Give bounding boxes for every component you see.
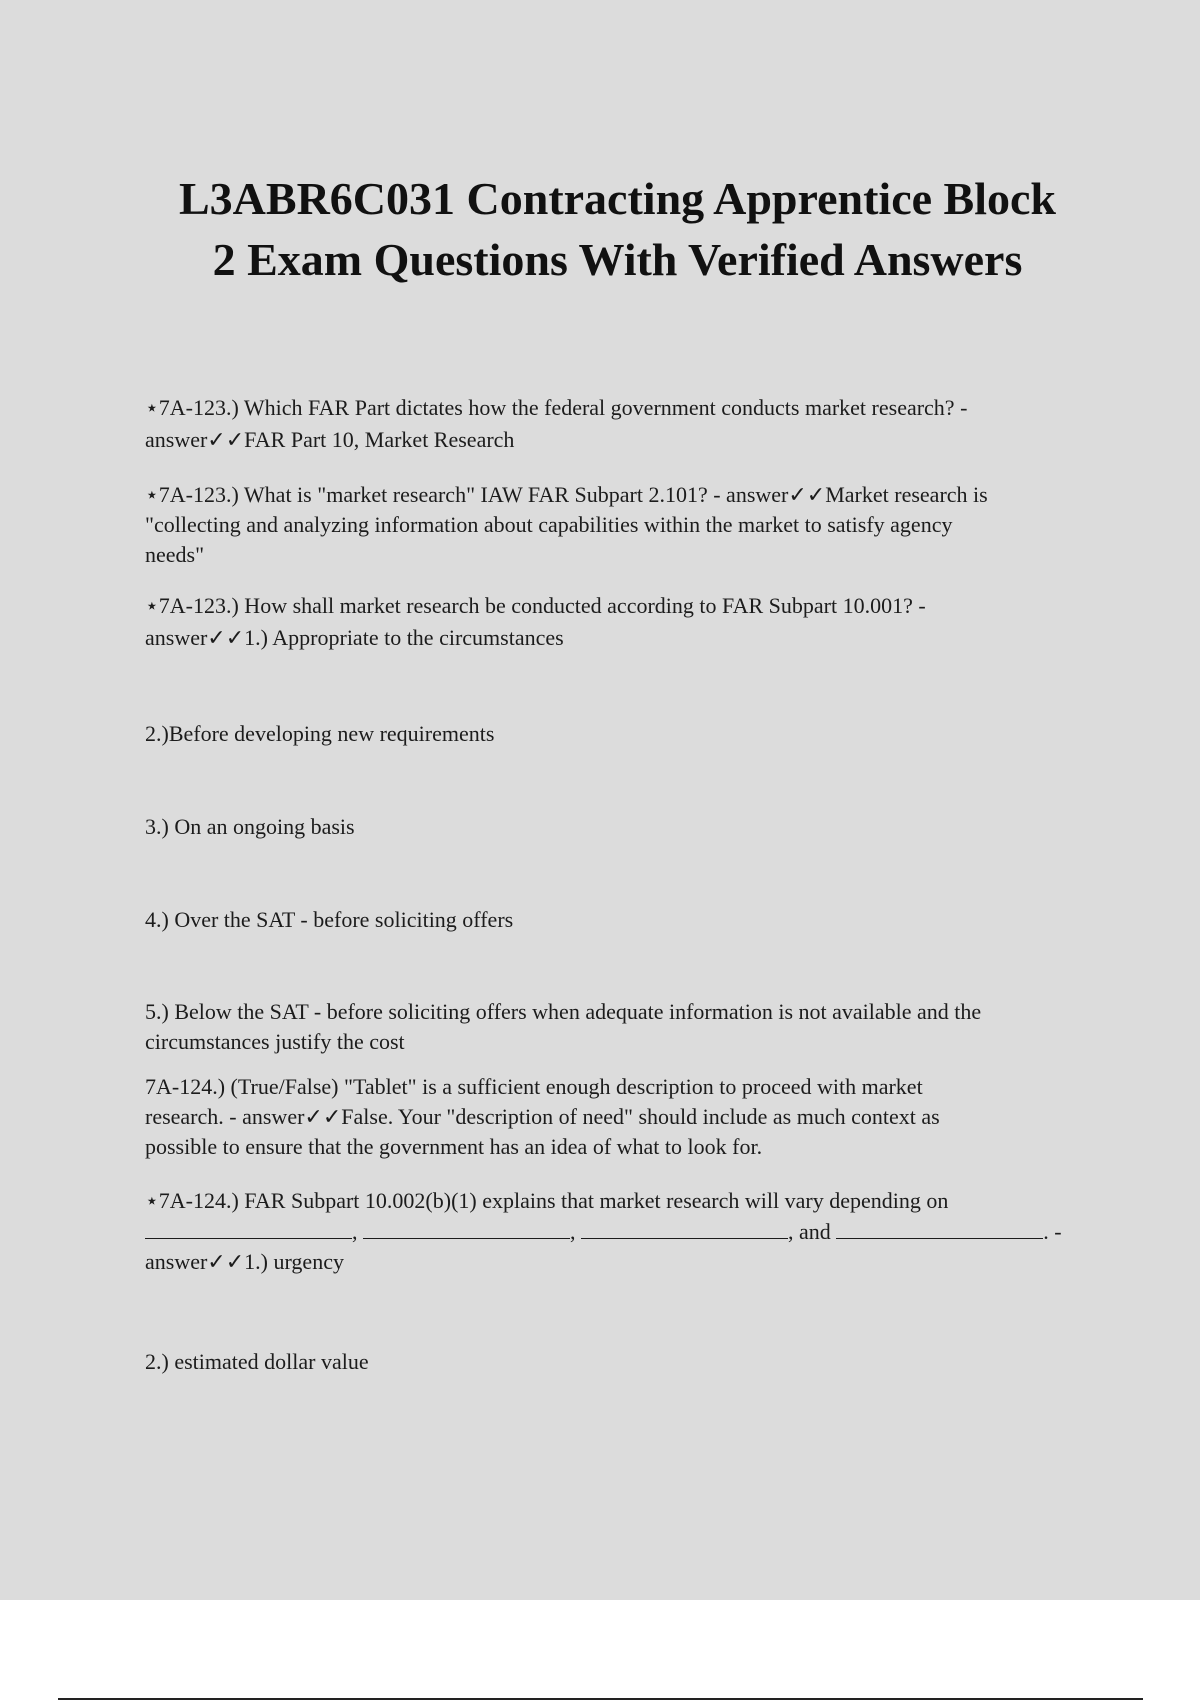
paragraph-line: ⋆7A-124.) FAR Subpart 10.002(b)(1) explains that market research will vary depending on <box>145 1188 949 1213</box>
paragraph-line: 7A-124.) (True/False) "Tablet" is a sufficient enough description to proceed with market <box>145 1074 923 1099</box>
answer-list-item <box>145 997 1085 1057</box>
blank-separator: , <box>570 1219 576 1244</box>
document-title <box>120 168 1115 290</box>
title-line-2: 2 Exam Questions With Verified Answers <box>212 234 1023 285</box>
paragraph-line: "collecting and analyzing information about capabilities within the market to satisfy agency <box>145 512 953 537</box>
paragraph-line: answer✓✓1.) Appropriate to the circumstances <box>145 625 564 650</box>
answer-blank <box>581 1216 788 1239</box>
question-paragraph <box>145 480 1085 570</box>
blank-separator: , and <box>788 1219 831 1244</box>
paragraph-line: ⋆7A-123.) How shall market research be conducted according to FAR Subpart 10.001? - <box>145 593 926 618</box>
paragraph-line: 2.) estimated dollar value <box>145 1349 369 1374</box>
question-paragraph <box>145 392 1085 456</box>
paragraph-line: needs" <box>145 542 205 567</box>
question-paragraph <box>145 1186 1085 1277</box>
answer-blank <box>145 1216 352 1239</box>
paragraph-line: ⋆7A-123.) What is "market research" IAW FAR Subpart 2.101? - answer✓✓Market research is <box>145 482 988 507</box>
answer-blank <box>836 1216 1043 1239</box>
paragraph-line: 2.)Before developing new requirements <box>145 721 495 746</box>
paragraph-line: 4.) Over the SAT - before soliciting offers <box>145 907 514 932</box>
answer-blank <box>363 1216 570 1239</box>
paragraph-line: 3.) On an ongoing basis <box>145 814 355 839</box>
answer-list-item <box>145 811 1085 843</box>
paragraph-line: answer✓✓1.) urgency <box>145 1249 344 1274</box>
answer-list-item <box>145 904 1085 936</box>
paragraph-line: answer✓✓FAR Part 10, Market Research <box>145 427 515 452</box>
answer-list-item <box>145 1346 1085 1378</box>
paragraph-line: ⋆7A-123.) Which FAR Part dictates how the federal government conducts market research? - <box>145 395 968 420</box>
title-line-1: L3ABR6C031 Contracting Apprentice Block <box>179 173 1056 224</box>
blank-separator: . - <box>1043 1219 1062 1244</box>
paragraph-line: 5.) Below the SAT - before soliciting offers when adequate information is not available and the <box>145 999 982 1024</box>
blank-separator: , <box>352 1219 358 1244</box>
paragraph-line: possible to ensure that the government has an idea of what to look for. <box>145 1134 763 1159</box>
paragraph-line: research. - answer✓✓False. Your "description of need" should include as much context as <box>145 1104 940 1129</box>
answer-list-item <box>145 718 1085 750</box>
paragraph-line: circumstances justify the cost <box>145 1029 405 1054</box>
question-paragraph <box>145 1072 1085 1162</box>
question-paragraph <box>145 590 1085 654</box>
